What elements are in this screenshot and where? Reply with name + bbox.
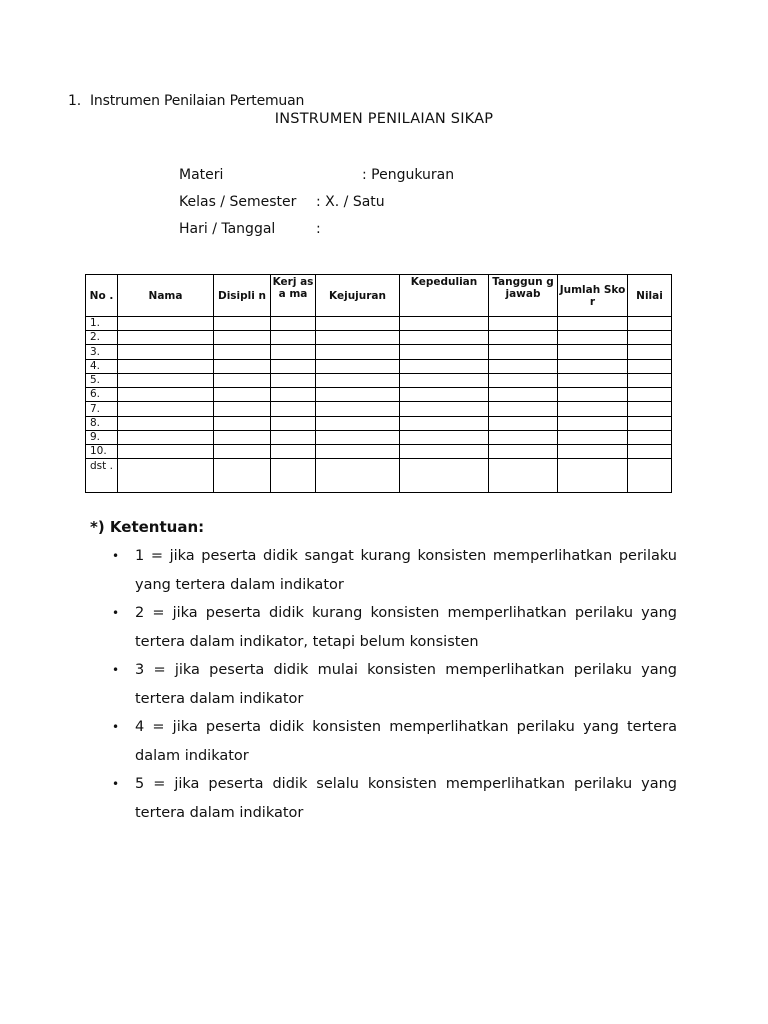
col-header-no: No . [86, 275, 118, 317]
empty-cell [400, 373, 489, 387]
row-number-cell: 4. [86, 359, 118, 373]
row-number-cell: 2. [86, 331, 118, 345]
empty-cell [489, 445, 558, 459]
section-number: 1. [68, 93, 81, 109]
empty-cell [558, 345, 628, 359]
empty-cell [628, 331, 672, 345]
table-row [86, 459, 672, 493]
empty-cell [118, 317, 214, 331]
empty-cell [214, 317, 271, 331]
empty-cell [489, 373, 558, 387]
empty-cell [400, 345, 489, 359]
table-row [86, 445, 672, 459]
empty-cell [316, 359, 400, 373]
meta-label: Kelas / Semester [179, 194, 297, 210]
bullet-icon: • [112, 663, 120, 677]
empty-cell [489, 317, 558, 331]
row-number-cell: 6. [86, 388, 118, 402]
row-number-cell: 10. [86, 445, 118, 459]
empty-cell [271, 373, 316, 387]
empty-cell [118, 388, 214, 402]
empty-cell [558, 359, 628, 373]
empty-cell [400, 416, 489, 430]
meta-value: : Pengukuran [362, 167, 455, 183]
rule-item [112, 599, 677, 656]
table-row [86, 317, 672, 331]
empty-cell [271, 331, 316, 345]
table-row [86, 373, 672, 387]
table-header-row [86, 275, 672, 317]
empty-cell [118, 459, 214, 493]
empty-cell [214, 388, 271, 402]
col-header-nama: Nama [118, 275, 214, 317]
col-header-kejujuran: Kejujuran [316, 275, 400, 317]
meta-value: : X. / Satu [316, 194, 385, 210]
section-heading [68, 93, 304, 109]
row-number-cell: dst . [86, 459, 118, 493]
section-heading-text: Instrumen Penilaian Pertemuan [90, 93, 305, 109]
col-header-jumlah-skor: Jumlah Skor [558, 275, 628, 317]
empty-cell [118, 373, 214, 387]
table-row [86, 430, 672, 444]
row-number-cell: 5. [86, 373, 118, 387]
rule-text: 1 = jika peserta didik sangat kurang konsisten memperlihatkan perilaku yang tertera dalam indikator [135, 548, 677, 593]
empty-cell [400, 388, 489, 402]
empty-cell [400, 359, 489, 373]
empty-cell [628, 359, 672, 373]
table-body [86, 317, 672, 493]
empty-cell [118, 445, 214, 459]
empty-cell [400, 402, 489, 416]
bullet-icon: • [112, 720, 120, 734]
empty-cell [628, 317, 672, 331]
empty-cell [316, 445, 400, 459]
empty-cell [628, 445, 672, 459]
bullet-icon: • [112, 777, 120, 791]
empty-cell [558, 402, 628, 416]
empty-cell [316, 416, 400, 430]
empty-cell [214, 359, 271, 373]
empty-cell [118, 430, 214, 444]
empty-cell [558, 373, 628, 387]
empty-cell [558, 317, 628, 331]
empty-cell [489, 388, 558, 402]
col-header-kepedulian: Kepedulian [400, 275, 489, 317]
empty-cell [628, 345, 672, 359]
assessment-table [85, 274, 672, 493]
bullet-icon: • [112, 606, 120, 620]
meta-label: Hari / Tanggal [179, 221, 276, 237]
empty-cell [271, 345, 316, 359]
col-header-kerjasama: Kerj asa ma [271, 275, 316, 317]
table-row [86, 359, 672, 373]
empty-cell [489, 331, 558, 345]
rule-item [112, 542, 677, 599]
empty-cell [489, 359, 558, 373]
row-number-cell: 8. [86, 416, 118, 430]
empty-cell [214, 445, 271, 459]
rule-text: 4 = jika peserta didik konsisten memperlihatkan perilaku yang tertera dalam indikator [135, 719, 677, 764]
empty-cell [316, 317, 400, 331]
meta-label: Materi [179, 167, 224, 183]
empty-cell [214, 459, 271, 493]
row-number-cell: 9. [86, 430, 118, 444]
table-row [86, 388, 672, 402]
bullet-icon: • [112, 549, 120, 563]
col-header-tanggung-jawab: Tanggun g jawab [489, 275, 558, 317]
rule-item [112, 770, 677, 827]
empty-cell [316, 402, 400, 416]
empty-cell [118, 359, 214, 373]
empty-cell [316, 331, 400, 345]
empty-cell [118, 402, 214, 416]
row-number-cell: 1. [86, 317, 118, 331]
empty-cell [558, 430, 628, 444]
document-title: INSTRUMEN PENILAIAN SIKAP [274, 111, 494, 127]
empty-cell [271, 416, 316, 430]
empty-cell [489, 345, 558, 359]
empty-cell [558, 445, 628, 459]
rule-text: 5 = jika peserta didik selalu konsisten memperlihatkan perilaku yang tertera dalam indikator [135, 776, 677, 821]
empty-cell [271, 317, 316, 331]
empty-cell [214, 402, 271, 416]
empty-cell [628, 373, 672, 387]
row-number-cell: 3. [86, 345, 118, 359]
empty-cell [489, 430, 558, 444]
empty-cell [628, 416, 672, 430]
empty-cell [271, 459, 316, 493]
table-row [86, 402, 672, 416]
meta-value: : [316, 221, 321, 237]
rule-text: 3 = jika peserta didik mulai konsisten memperlihatkan perilaku yang tertera dalam indikator [135, 662, 677, 707]
empty-cell [558, 331, 628, 345]
empty-cell [214, 345, 271, 359]
empty-cell [271, 388, 316, 402]
empty-cell [400, 430, 489, 444]
empty-cell [316, 345, 400, 359]
empty-cell [271, 402, 316, 416]
empty-cell [628, 459, 672, 493]
empty-cell [214, 416, 271, 430]
empty-cell [489, 402, 558, 416]
empty-cell [558, 459, 628, 493]
rules-list [112, 542, 677, 827]
col-header-disiplin: Disipli n [214, 275, 271, 317]
table-row [86, 416, 672, 430]
empty-cell [118, 345, 214, 359]
empty-cell [489, 459, 558, 493]
empty-cell [316, 430, 400, 444]
empty-cell [118, 416, 214, 430]
row-number-cell: 7. [86, 402, 118, 416]
rule-item [112, 713, 677, 770]
table-row [86, 345, 672, 359]
empty-cell [628, 430, 672, 444]
empty-cell [214, 430, 271, 444]
table-row [86, 331, 672, 345]
empty-cell [489, 416, 558, 430]
empty-cell [558, 388, 628, 402]
empty-cell [400, 331, 489, 345]
empty-cell [558, 416, 628, 430]
empty-cell [400, 317, 489, 331]
notes-title: *) Ketentuan: [90, 518, 205, 536]
empty-cell [400, 445, 489, 459]
empty-cell [271, 359, 316, 373]
empty-cell [316, 459, 400, 493]
empty-cell [214, 331, 271, 345]
empty-cell [214, 373, 271, 387]
col-header-nilai: Nilai [628, 275, 672, 317]
empty-cell [316, 373, 400, 387]
rule-text: 2 = jika peserta didik kurang konsisten memperlihatkan perilaku yang tertera dalam indikator, tetapi belum konsisten [135, 605, 677, 650]
empty-cell [628, 402, 672, 416]
empty-cell [628, 388, 672, 402]
empty-cell [118, 331, 214, 345]
empty-cell [271, 430, 316, 444]
empty-cell [400, 459, 489, 493]
empty-cell [316, 388, 400, 402]
empty-cell [271, 445, 316, 459]
rule-item [112, 656, 677, 713]
